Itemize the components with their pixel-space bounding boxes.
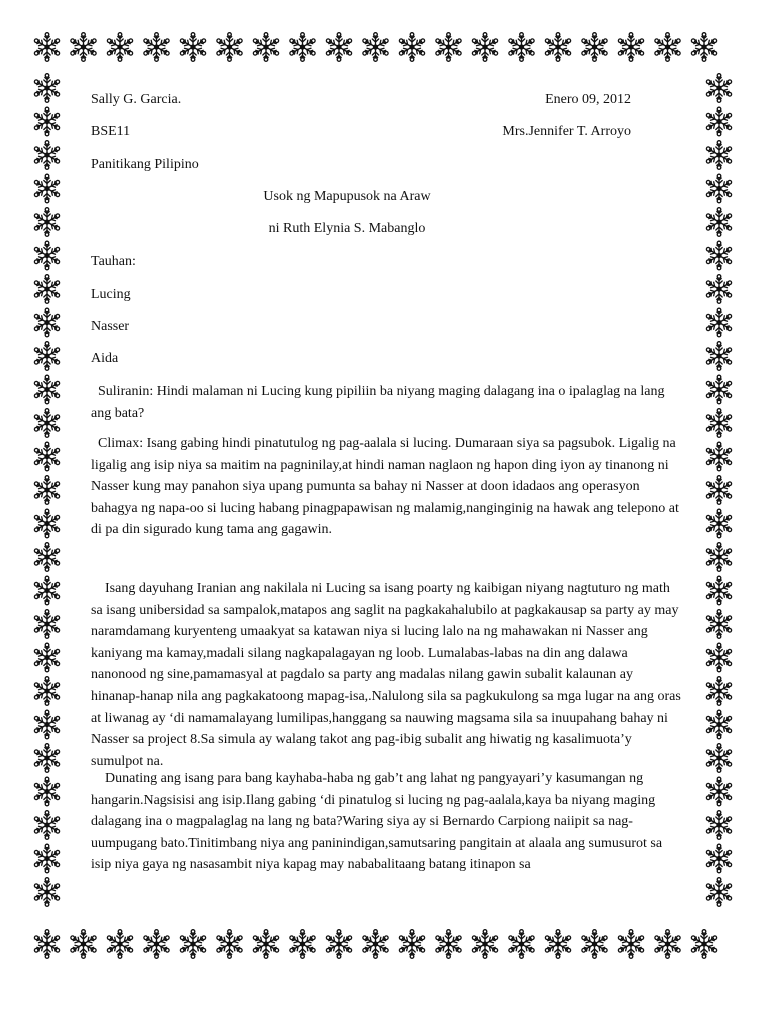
snowflake-icon	[362, 33, 390, 62]
snowflake-icon	[33, 275, 61, 304]
snowflake-icon	[471, 33, 499, 62]
snowflake-icon	[33, 308, 61, 337]
snowflake-icon	[705, 744, 733, 773]
snowflake-icon	[705, 442, 733, 471]
subject: Panitikang Pilipino	[91, 157, 199, 172]
snowflake-icon	[705, 74, 733, 103]
summary-paragraph-1: Isang dayuhang Iranian ang nakilala ni Lucing sa isang poarty ng kaibigan niyang nagtuturo ng math sa isang unibersidad sa sampalok,matapos ang saglit na pagkakahalubilo at pagkakausap sa party ay may naramdamang kuryenteng umaakyat sa katawan niya si lucing lalo na ng mahawakan ni Nasser ang kaniyang ma kamay,madali silang nagkapalagayan ng loob. Lumalabas-labas na din ang dalawa nanonood ng sine,pamamasyal at pagdalo sa party ang madalas nilang gawin subalit kalaunan ay hinanap-hanap nila ang pagkakatoong mapag-isa,.Nalulong sila sa pagkukulong sa mga lugar na ang oras at liwanag ay ‘di namamalayang lumilipas,hanggang sa nauwing magsama sila sa inuupahang bahay ni Nasser sa project 8.Sa simula ay walang takot ang pag-ibig subalit ang hiwatig ng kasalimuota’y sumulpot na.	[91, 581, 681, 769]
snowflake-icon	[252, 930, 280, 959]
snowflake-icon	[33, 930, 61, 959]
snowflake-icon	[581, 33, 609, 62]
snowflake-icon	[33, 375, 61, 404]
snowflake-icon	[325, 930, 353, 959]
characters-label: Tauhan:	[91, 254, 136, 269]
snowflake-icon	[705, 677, 733, 706]
story-title: Usok ng Mapupusok na Araw	[263, 189, 431, 204]
snowflake-icon	[33, 878, 61, 907]
date: Enero 09, 2012	[545, 92, 631, 107]
snowflake-icon	[705, 844, 733, 873]
snowflake-icon	[705, 375, 733, 404]
snowflake-icon	[435, 930, 463, 959]
snowflake-icon	[252, 33, 280, 62]
snowflake-icon	[705, 241, 733, 270]
character-item: Aida	[91, 351, 119, 366]
snowflake-icon	[705, 543, 733, 572]
snowflake-icon	[33, 811, 61, 840]
snowflake-icon	[471, 930, 499, 959]
snowflake-icon	[581, 930, 609, 959]
snowflake-icon	[33, 241, 61, 270]
snowflake-icon	[33, 476, 61, 505]
snowflake-icon	[617, 33, 645, 62]
snowflake-icon	[33, 33, 61, 62]
snowflake-icon	[33, 777, 61, 806]
snowflake-icon	[654, 33, 682, 62]
snowflake-icon	[70, 33, 98, 62]
snowflake-icon	[705, 275, 733, 304]
snowflake-icon	[289, 33, 317, 62]
snowflake-icon	[33, 409, 61, 438]
snowflake-icon	[33, 208, 61, 237]
snowflake-icon	[705, 610, 733, 639]
snowflake-icon	[143, 930, 171, 959]
snowflake-icon	[705, 476, 733, 505]
snowflake-icon	[216, 930, 244, 959]
snowflake-icon	[705, 174, 733, 203]
snowflake-icon	[33, 543, 61, 572]
snowflake-icon	[33, 342, 61, 371]
snowflake-icon	[398, 930, 426, 959]
snowflake-icon	[705, 576, 733, 605]
snowflake-icon	[705, 643, 733, 672]
snowflake-icon	[33, 442, 61, 471]
snowflake-icon	[179, 33, 207, 62]
snowflake-icon	[70, 930, 98, 959]
student-name: Sally G. Garcia.	[91, 92, 182, 107]
snowflake-icon	[690, 33, 718, 62]
snowflake-icon	[33, 744, 61, 773]
snowflake-icon	[705, 342, 733, 371]
snowflake-icon	[33, 844, 61, 873]
snowflake-icon	[398, 33, 426, 62]
snowflake-icon	[705, 878, 733, 907]
snowflake-icon	[143, 33, 171, 62]
snowflake-icon	[33, 576, 61, 605]
snowflake-icon	[705, 811, 733, 840]
snowflake-icon	[33, 107, 61, 136]
climax-paragraph: Climax: Isang gabing hindi pinatutulog ng pag-aalala si lucing. Dumaraan siya sa pagsubok. Ligalig na ligalig ang isip niya sa maitim na pagninilay,at hindi naman naglaon ng hapon ding iyon ay tinanong ni Nasser kung may panahon siya upang pumunta sa bahay ni Nasser at doon idadaos ang operasyon bahagya ng napa-oo si lucing habang pinagpapawisan ng malamig,nanginginig na hawak ang telepono at di pa din sigurado kung tama ang gagawin.	[91, 436, 679, 538]
snowflake-icon	[362, 930, 390, 959]
snowflake-icon	[435, 33, 463, 62]
character-item: Nasser	[91, 319, 130, 334]
snowflake-icon	[33, 643, 61, 672]
snowflake-icon	[33, 174, 61, 203]
snowflake-icon	[508, 930, 536, 959]
snowflake-icon	[106, 33, 134, 62]
snowflake-icon	[617, 930, 645, 959]
snowflake-icon	[705, 710, 733, 739]
snowflake-icon	[33, 610, 61, 639]
snowflake-icon	[33, 74, 61, 103]
snowflake-icon	[33, 509, 61, 538]
snowflake-icon	[705, 208, 733, 237]
snowflake-icon	[325, 33, 353, 62]
snowflake-icon	[179, 930, 207, 959]
snowflake-icon	[705, 777, 733, 806]
teacher-name: Mrs.Jennifer T. Arroyo	[502, 124, 631, 139]
snowflake-icon	[544, 930, 572, 959]
suliranin-paragraph: Suliranin: Hindi malaman ni Lucing kung pipiliin ba niyang maging dalagang ina o ipalaglag na lang ang bata?	[91, 384, 665, 421]
section: BSE11	[91, 124, 131, 139]
story-author: ni Ruth Elynia S. Mabanglo	[268, 221, 426, 236]
snowflake-icon	[690, 930, 718, 959]
snowflake-icon	[33, 677, 61, 706]
snowflake-icon	[33, 710, 61, 739]
character-item: Lucing	[91, 287, 131, 302]
snowflake-icon	[705, 141, 733, 170]
snowflake-icon	[33, 141, 61, 170]
snowflake-icon	[705, 107, 733, 136]
snowflake-icon	[705, 308, 733, 337]
snowflake-icon	[705, 509, 733, 538]
snowflake-icon	[106, 930, 134, 959]
snowflake-icon	[508, 33, 536, 62]
summary-paragraph-2: Dunating ang isang para bang kayhaba-haba ng gab’t ang lahat ng pangyayari’y kasumangan ng hangarin.Nagsisisi ang isip.Ilang gabing ‘di pinatulog si lucing ng pag-aalala,kaya ba niyang maging dalagang ina o magpalaglag na lang ng bata?Waring siya ay si Bernardo Carpiong naiipit sa nag-uumpugang bato.Tinitimbang niya ang paninindigan,samutsaring pangitain at alaala ang sumusurot sa isip niya gaya ng nasasambit niya kapag may nababalitaang batang itinapon sa	[91, 771, 663, 873]
snowflake-icon	[544, 33, 572, 62]
snowflake-icon	[654, 930, 682, 959]
snowflake-icon	[216, 33, 244, 62]
snowflake-icon	[705, 409, 733, 438]
snowflake-icon	[289, 930, 317, 959]
